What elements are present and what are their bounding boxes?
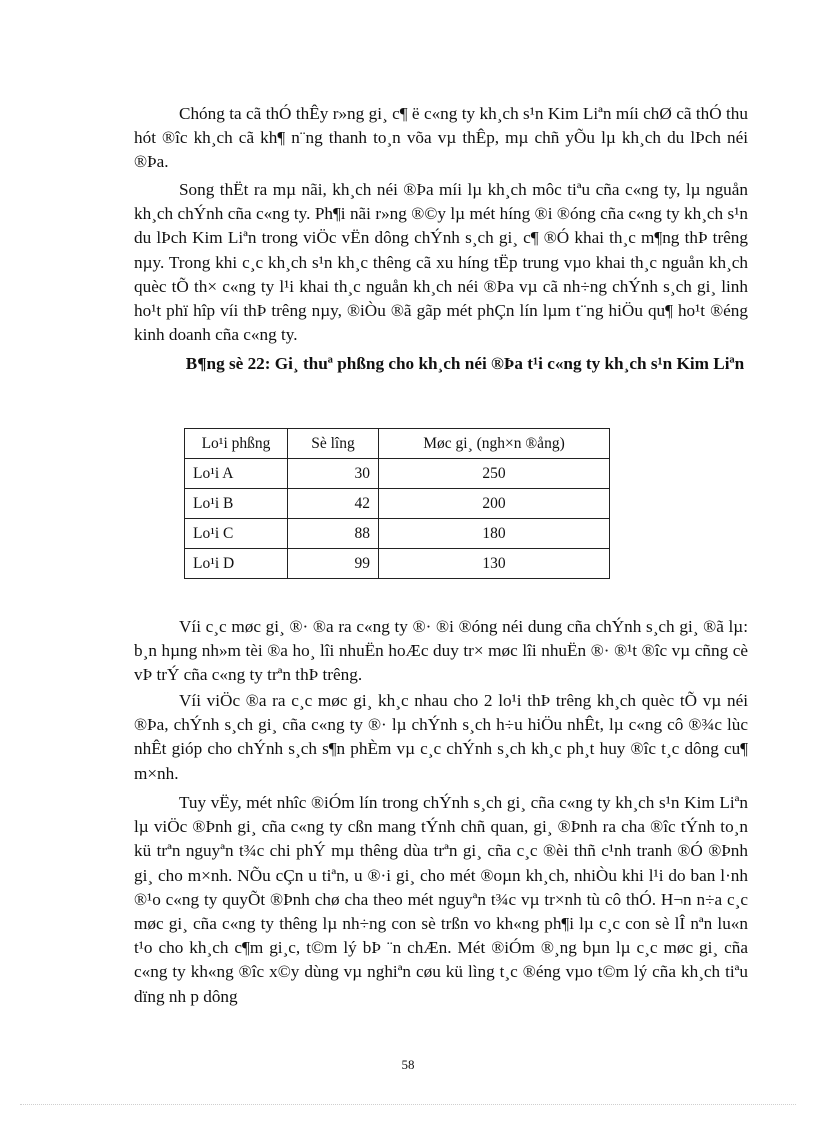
cell-price: 250 bbox=[379, 459, 610, 489]
table-row bbox=[185, 489, 610, 519]
cell-room-type: Lo¹i A bbox=[185, 459, 288, 489]
cell-quantity: 42 bbox=[288, 489, 379, 519]
table-header-row bbox=[185, 429, 610, 459]
paragraph-3: Víi c¸c møc gi¸ ®· ®a ra c«ng ty ®· ®i ®óng néi dung cña chÝnh s¸ch gi¸ ®ã lµ: b¸n hµng nh»m tèi ®a ho¸ lîi nhuËn hoÆc duy tr× møc lîi nhuËn ®· ®¹t ®îc vµ cñng cè vÞ trÝ cña c«ng ty trªn thÞ trêng. bbox=[134, 617, 748, 685]
table-row bbox=[185, 549, 610, 579]
room-price-table bbox=[184, 428, 610, 579]
cell-room-type: Lo¹i D bbox=[185, 549, 288, 579]
cell-quantity: 88 bbox=[288, 519, 379, 549]
cell-price: 200 bbox=[379, 489, 610, 519]
cell-room-type: Lo¹i B bbox=[185, 489, 288, 519]
col-header-room-type: Lo¹i phßng bbox=[185, 429, 288, 459]
cell-quantity: 99 bbox=[288, 549, 379, 579]
page-number: 58 bbox=[401, 1057, 415, 1072]
col-header-quantity: Sè lîng bbox=[288, 429, 379, 459]
footer-divider bbox=[20, 1104, 796, 1105]
paragraph-2: Song thËt ra mµ nãi, kh¸ch néi ®Þa míi lµ kh¸ch môc tiªu cña c«ng ty, lµ nguån kh¸ch chÝnh cña c«ng ty. Ph¶i nãi r»ng ®©y lµ mét híng ®i ®óng cña c«ng ty kh¸ch s¹n du lÞch Kim Liªn trong viÖc vËn dông chÝnh s¸ch gi¸ c¶ ®Ó khai th¸c m¶ng thÞ trêng nµy. Trong khi c¸c kh¸ch s¹n kh¸c thêng cã xu híng tËp trung vµo khai th¸c nguån kh¸ch quèc tÕ th× c«ng ty l¹i khai th¸c nguån kh¸ch néi ®Þa vµ cã nh÷ng chÝnh s¸ch gi¸ linh ho¹t phï hîp víi thÞ trêng nµy, ®iÒu ®ã gãp mét phÇn lín lµm t¨ng hiÖu qu¶ ho¹t ®éng kinh doanh cña c«ng ty. bbox=[134, 180, 748, 345]
paragraph-1: Chóng ta cã thÓ thÊy r»ng gi¸ c¶ ë c«ng ty kh¸ch s¹n Kim Liªn míi chØ cã thÓ thu hót ®îc kh¸ch cã kh¶ n¨ng thanh to¸n võa vµ thÊp, mµ chñ yÕu lµ kh¸ch du lÞch néi ®Þa. bbox=[134, 104, 748, 172]
table-caption: B¶ng sè 22: Gi¸ thuª phßng cho kh¸ch néi ®Þa t¹i c«ng ty kh¸ch s¹n Kim Liªn bbox=[185, 354, 745, 373]
cell-room-type: Lo¹i C bbox=[185, 519, 288, 549]
paragraph-5: Tuy vËy, mét nhîc ®iÓm lín trong chÝnh s¸ch gi¸ cña c«ng ty kh¸ch s¹n Kim Liªn lµ viÖc ®Þnh gi¸ cña c«ng ty cßn mang tÝnh chñ quan, gi¸ ®Þnh ra cha ®îc tÝnh to¸n kü trªn nguyªn t¾c chi phÝ mµ thêng dùa trªn gi¸ cña c¸c ®èi thñ c¹nh tranh ®Ó ®Þnh gi¸ cho m×nh. NÕu cÇn u tiªn, u ®·i gi¸ cho mét ®oµn kh¸ch, nhiÒu khi l¹i do ban l·nh ®¹o c«ng ty quyÕt ®Þnh chø cha theo mét nguyªn t¾c vµ tr×nh tù cô thÓ. H¬n n÷a c¸c møc gi¸ cña c«ng ty thêng lµ nh÷ng con sè trßn vo kh«ng ph¶i lµ c¸c con sè lÎ nªn lu«n t¹o cho kh¸ch c¶m gi¸c, t©m lý bÞ ¨n chÆn. Mét ®iÓm ®¸ng bµn lµ c¸c møc gi¸ cña c«ng ty kh«ng ®îc x©y dùng vµ nghiªn cøu kü lìng t¸c ®éng vµo t©m lý cña kh¸ch tiªu dïng nh p dông bbox=[134, 793, 748, 1006]
paragraph-4: Víi viÖc ®a ra c¸c møc gi¸ kh¸c nhau cho 2 lo¹i thÞ trêng kh¸ch quèc tÕ vµ néi ®Þa, chÝnh s¸ch gi¸ cña c«ng ty ®· lµ chÝnh s¸ch h÷u hiÖu nhÊt, lµ c«ng cô ®¾c lùc nhÊt gióp cho chÝnh s¸ch s¶n phÈm vµ c¸c chÝnh s¸ch kh¸c ph¸t huy ®îc t¸c dông cu¶ m×nh. bbox=[134, 691, 748, 783]
table-row bbox=[185, 459, 610, 489]
cell-price: 130 bbox=[379, 549, 610, 579]
cell-price: 180 bbox=[379, 519, 610, 549]
cell-quantity: 30 bbox=[288, 459, 379, 489]
table-row bbox=[185, 519, 610, 549]
col-header-price: Møc gi¸ (ngh×n ®ång) bbox=[379, 429, 610, 459]
